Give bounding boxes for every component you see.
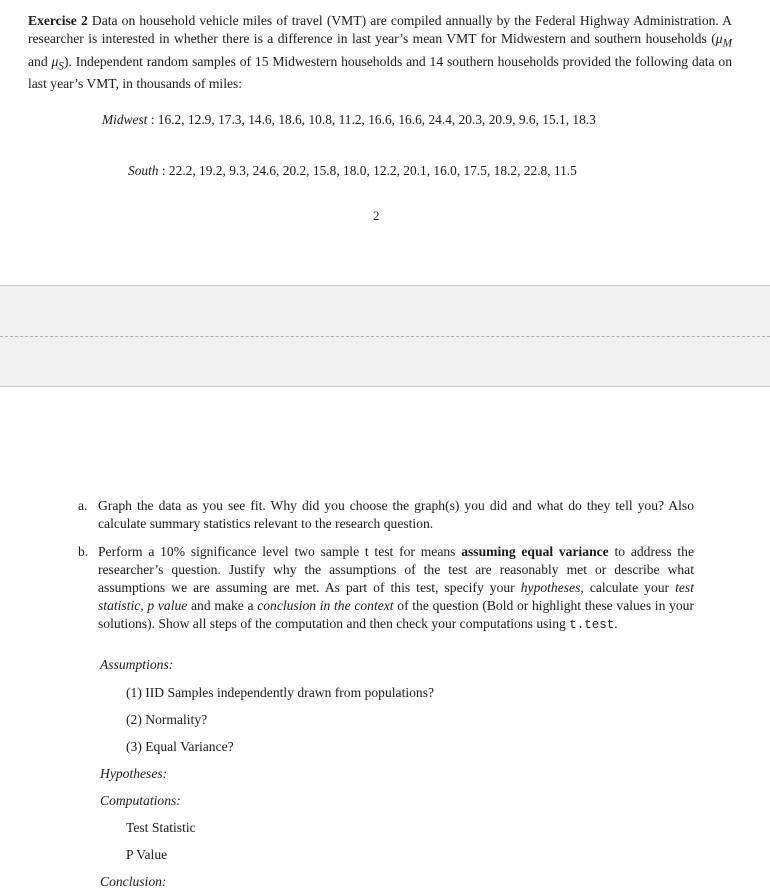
computations-label: Computations: (100, 793, 181, 808)
part-b-text-1: Perform a 10% significance level two sample t test for means (98, 544, 462, 559)
midwest-values: : 16.2, 12.9, 17.3, 14.6, 18.6, 10.8, 11.2, 16.6, 16.6, 24.4, 20.3, 20.9, 9.6, 15.1, 18.3 (147, 112, 596, 127)
part-b-text-4: , (140, 598, 148, 613)
part-b-conclusion-context: conclusion in the context (257, 598, 394, 613)
p-value-label: P Value (126, 847, 168, 862)
part-b-hypotheses: hypotheses (520, 580, 581, 595)
part-b-p-value: p value (147, 598, 188, 613)
part-b-text-3: , calculate your (580, 580, 676, 595)
part-b-text-6: of the question (Bold or highlight these values in your solutions). Show all steps of the computation and then check your computations using (98, 598, 694, 631)
question-parts (78, 497, 694, 634)
midwest-data (102, 112, 596, 128)
south-values: : 22.2, 19.2, 9.3, 24.6, 20.2, 15.8, 18.0, 12.2, 20.1, 16.0, 17.5, 18.2, 22.8, 11.5 (158, 163, 577, 178)
mu-m-symbol: μ (715, 31, 723, 46)
assumption-2: (2) Normality? (126, 712, 208, 727)
conclusion-label: Conclusion: (100, 874, 167, 889)
part-b-bold: assuming equal variance (461, 544, 609, 559)
page-number: 2 (373, 208, 380, 223)
south-label: South (128, 163, 159, 178)
and-word: and (28, 53, 52, 69)
intro-text-1: Data on household vehicle miles of travel (VMT) are compiled annually by the Federal Highway Administration. A researcher is interested in whether there is a difference in last year’s mean VMT for Midwestern and southern households ( (28, 13, 732, 46)
assumption-1: (1) IID Samples independently drawn from populations? (126, 685, 435, 700)
mu-s-subscript: S (58, 60, 64, 73)
intro-text-2: ). Independent random samples of 15 Midwestern households and 14 southern households provided the following data on last year’s VMT, in thousands of miles: (28, 53, 733, 92)
part-a (78, 497, 694, 533)
hypotheses-label: Hypotheses: (100, 766, 168, 781)
assumption-3: (3) Equal Variance? (126, 739, 234, 754)
page-break-gap (0, 285, 770, 387)
part-b-code: t.test (569, 618, 615, 632)
page-top (0, 0, 770, 285)
exercise-heading: Exercise 2 (28, 13, 88, 28)
mu-m-subscript: M (722, 37, 732, 50)
part-b-text-2: to address the researcher’s question. Justify why the assumptions of the test are reasonably met or describe what assumptions we are assuming are met. As part of this test, specify your (98, 544, 694, 595)
part-a-text: Graph the data as you see fit. Why did you choose the graph(s) you did and what do they tell you? Also calculate summary statistics relevant to the research question. (98, 498, 694, 531)
part-b (78, 543, 694, 634)
part-b-test-statistic: test statistic (98, 580, 694, 613)
part-b-marker: b. (78, 544, 89, 559)
midwest-label: Midwest (102, 112, 148, 127)
part-b-text-7: . (614, 616, 618, 631)
part-b-text-5: and make a (187, 598, 258, 613)
mu-s-symbol: μ (51, 53, 59, 69)
test-statistic-label: Test Statistic (126, 820, 196, 835)
assumptions-label: Assumptions: (100, 657, 174, 672)
south-data (128, 163, 577, 179)
exercise-statement (28, 12, 732, 93)
page-break-line (0, 336, 770, 337)
part-a-marker: a. (78, 498, 88, 513)
